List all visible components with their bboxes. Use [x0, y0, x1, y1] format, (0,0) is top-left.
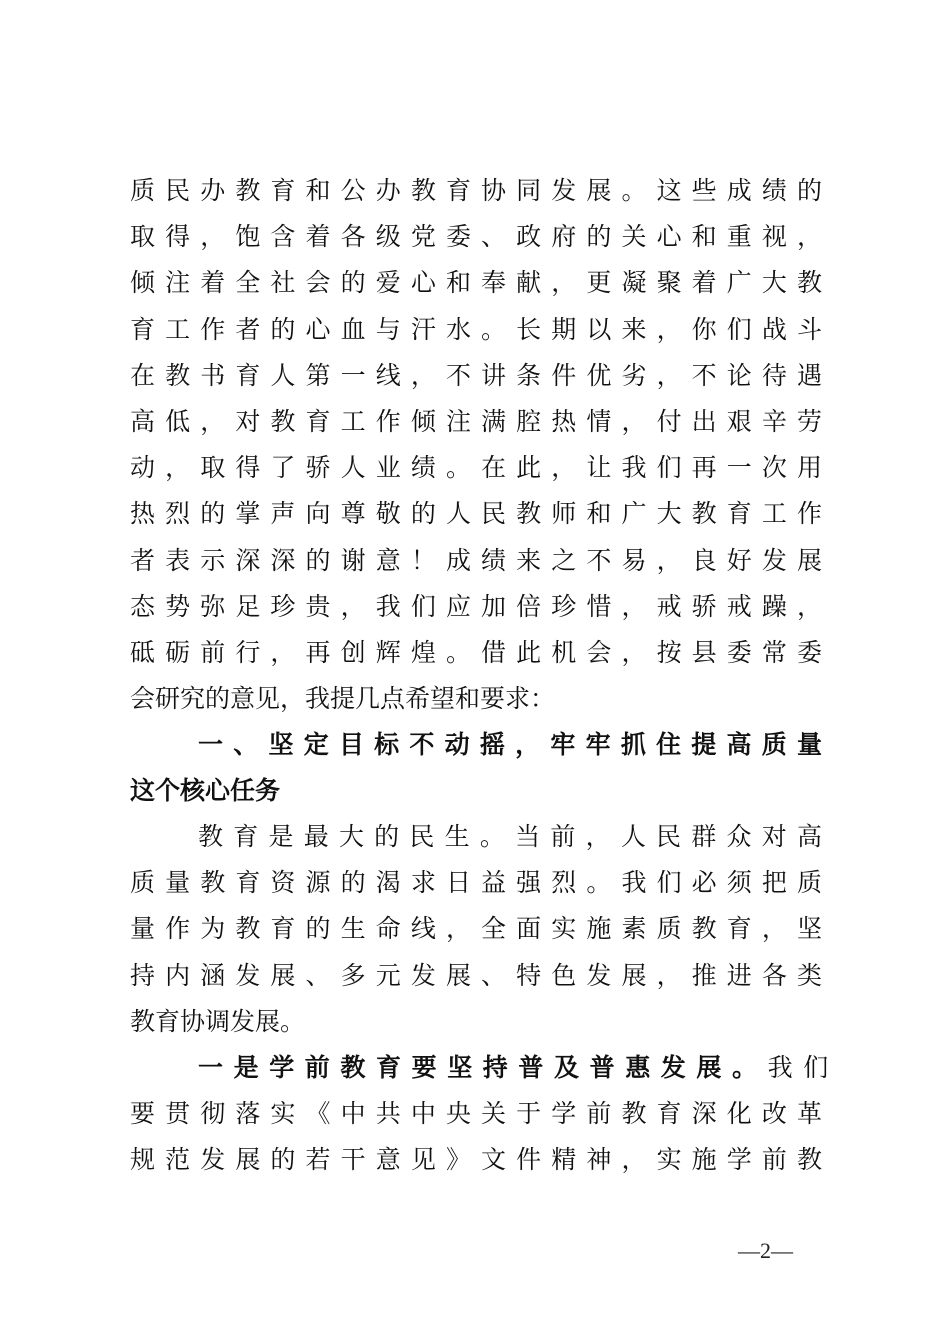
page-number: —2—: [738, 1238, 793, 1263]
paragraph-line: 育工作者的心血与汗水。长期以来，你们战斗: [130, 314, 822, 344]
paragraph-line: 质量教育资源的渴求日益强烈。我们必须把质: [130, 868, 822, 898]
paragraph-line: 动，取得了骄人业绩。在此，让我们再一次用: [130, 453, 822, 483]
paragraph-3: [130, 1045, 839, 1184]
bold-lead-text: 一是学前教育要坚持普及普惠发展。: [198, 1053, 768, 1082]
paragraph-line: 会研究的意见，我提几点希望和要求：: [130, 684, 556, 714]
paragraph-line: 者表示深深的谢意！成绩来之不易，良好发展: [130, 545, 822, 575]
paragraph-1: [130, 168, 822, 722]
paragraph-line: 量作为教育的生命线，全面实施素质教育，坚: [130, 914, 822, 944]
paragraph-line: 要贯彻落实《中共中央关于学前教育深化改革: [130, 1099, 822, 1129]
paragraph-line: 热烈的掌声向尊敬的人民教师和广大教育工作: [130, 499, 822, 529]
paragraph-line: 在教书育人第一线，不讲条件优劣，不论待遇: [130, 360, 822, 390]
paragraph-line: 规范发展的若干意见》文件精神，实施学前教: [130, 1145, 822, 1175]
paragraph-line: 砥砺前行，再创辉煌。借此机会，按县委常委: [130, 637, 822, 667]
lead-rest-text: 我们: [767, 1053, 839, 1082]
paragraph-line: 持内涵发展、多元发展、特色发展，推进各类: [130, 960, 822, 990]
paragraph-line: 教育是最大的民生。当前，人民群众对高: [198, 822, 822, 851]
heading-line: 一、坚定目标不动摇，牢牢抓住提高质量: [198, 730, 822, 759]
heading-line: 这个核心任务: [130, 776, 281, 806]
paragraph-line: 教育协调发展。: [130, 1006, 306, 1036]
paragraph-line: 态势弥足珍贵，我们应加倍珍惜，戒骄戒躁，: [130, 591, 822, 621]
paragraph-2: [130, 814, 822, 1045]
paragraph-line: 质民办教育和公办教育协同发展。这些成绩的: [130, 176, 822, 205]
paragraph-line: 高低，对教育工作倾注满腔热情，付出艰辛劳: [130, 406, 822, 436]
paragraph-line: 取得，饱含着各级党委、政府的关心和重视，: [130, 222, 822, 252]
section-heading-1: [130, 722, 822, 814]
paragraph-lead-line: [130, 1045, 839, 1091]
paragraph-line: 倾注着全社会的爱心和奉献，更凝聚着广大教: [130, 268, 822, 298]
